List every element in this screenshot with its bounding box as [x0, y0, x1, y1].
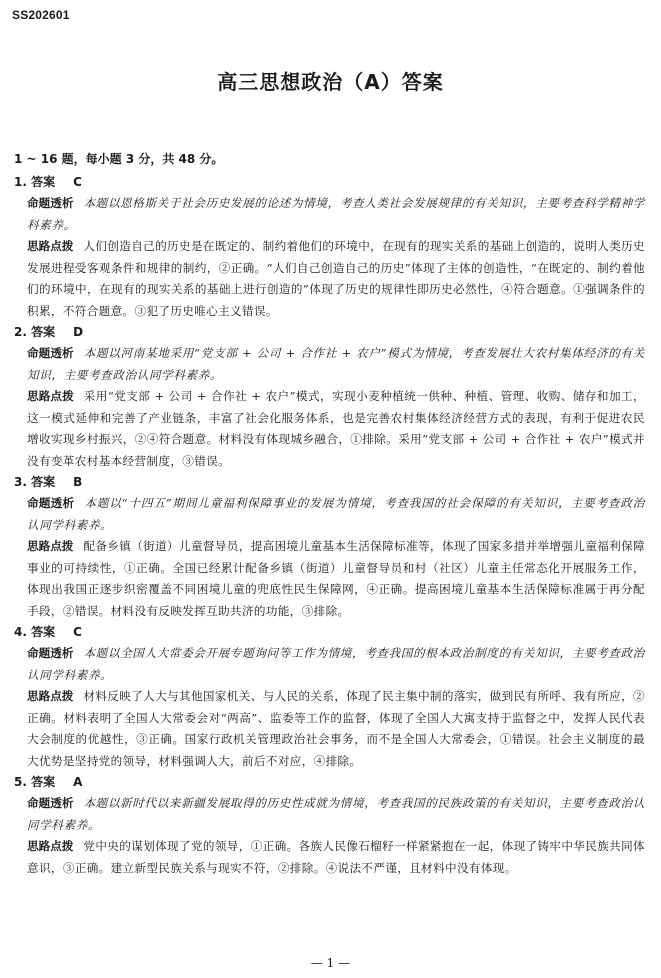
question-item [14, 772, 645, 879]
analysis-label: 命题透析 [27, 496, 75, 510]
question-number: 1. 答案 [14, 175, 56, 189]
hint-text: 人们创造自己的历史是在既定的、制约着他们的环境中，在现有的现实关系的基础上创造的，说明人类历史发展进程受客观条件和规律的制约，②正确。“人们自己创造自己的历史”体现了主体的创造性，“在既定的、制约着他们的环境中，在现有的现实关系的基础上进行创造的”体现了历史的规律性即历史必然性，④符合题意。①强调条件的积累，不符合题意。③犯了历史唯心主义错误。 [27, 239, 645, 318]
question-number: 3. 答案 [14, 475, 56, 489]
answer-letter: D [73, 325, 84, 339]
question-answer-line [14, 172, 645, 193]
question-item [14, 172, 645, 322]
hint-paragraph [14, 536, 645, 622]
analysis-paragraph [14, 643, 645, 686]
analysis-text: 本题以“十四五”期间儿童福利保障事业的发展为情境，考查我国的社会保障的有关知识，主要考查政治认同学科素养。 [27, 496, 645, 532]
answer-content [14, 150, 645, 879]
question-number: 5. 答案 [14, 775, 56, 789]
analysis-label: 命题透析 [27, 646, 74, 660]
question-item [14, 622, 645, 772]
answer-letter: C [73, 625, 82, 639]
question-answer-line [14, 622, 645, 643]
page-number: — 1 — [310, 956, 351, 970]
answer-letter: B [73, 475, 83, 489]
hint-label: 思路点拨 [27, 539, 74, 553]
section-intro: 1 ~ 16 题，每小题 3 分，共 48 分。 [14, 152, 224, 166]
analysis-text: 本题以恩格斯关于社会历史发展的论述为情境，考查人类社会发展规律的有关知识，主要考查科学精神学科素养。 [27, 196, 645, 232]
analysis-paragraph [14, 793, 645, 836]
hint-label: 思路点拨 [27, 239, 74, 253]
analysis-text: 本题以全国人大常委会开展专题询问等工作为情境，考查我国的根本政治制度的有关知识，主要考查政治认同学科素养。 [27, 646, 645, 682]
analysis-text: 本题以新时代以来新疆发展取得的历史性成就为情境，考查我国的民族政策的有关知识，主要考查政治认同学科素养。 [27, 796, 645, 832]
question-list [14, 172, 645, 879]
analysis-paragraph [14, 493, 645, 536]
hint-paragraph [14, 236, 645, 322]
question-item [14, 322, 645, 472]
hint-text: 材料反映了人大与其他国家机关、与人民的关系，体现了民主集中制的落实，做到民有所呼、我有所应，②正确。材料表明了全国人大常委会对“两高”、监委等工作的监督，体现了全国人大寓支持于监督之中，发挥人民代表大会制度的优越性，③正确。国家行政机关管理政治社会事务，而不是全国人大常委会，①错误。社会主义制度的最大优势是坚持党的领导，材料强调人大，前后不对应，④排除。 [27, 689, 645, 768]
hint-paragraph [14, 686, 645, 772]
analysis-text: 本题以河南某地采用“党支部 + 公司 + 合作社 + 农户”模式为情境，考查发展壮大农村集体经济的有关知识，主要考查政治认同学科素养。 [27, 346, 645, 382]
answer-letter: A [73, 775, 83, 789]
hint-label: 思路点拨 [27, 689, 74, 703]
answer-letter: C [73, 175, 82, 189]
question-number: 2. 答案 [14, 325, 56, 339]
question-answer-line [14, 772, 645, 793]
analysis-paragraph [14, 193, 645, 236]
hint-paragraph [14, 836, 645, 879]
analysis-label: 命题透析 [27, 196, 74, 210]
question-answer-line [14, 472, 645, 493]
analysis-paragraph [14, 343, 645, 386]
question-item [14, 472, 645, 622]
hint-text: 采用“党支部 + 公司 + 合作社 + 农户”模式，实现小麦种植统一供种、种植、管理、收购、储存和加工，这一模式延伸和完善了产业链条，丰富了社会化服务体系，也是完善农村集体经济经营方式的表现，有利于促进农民增收实现乡村振兴，②④符合题意。材料没有体现城乡融合，①排除。采用“党支部 + 公司 + 合作社 + 农户”模式并没有变革农村基本经营制度，③错误。 [27, 389, 645, 468]
hint-paragraph [14, 386, 645, 472]
hint-label: 思路点拨 [27, 839, 74, 853]
hint-text: 配备乡镇（街道）儿童督导员，提高困境儿童基本生活保障标准等，体现了国家多措并举增强儿童福利保障事业的可持续性，①正确。全国已经累计配备乡镇（街道）儿童督导员和村（社区）儿童主任常态化开展服务工作，体现出我国正逐步织密覆盖不同困境儿童的兜底性民生保障网，④正确。提高困境儿童基本生活保障标准属于再分配手段，②错误。材料没有反映发挥互助共济的功能，③排除。 [27, 539, 645, 618]
analysis-label: 命题透析 [27, 346, 74, 360]
analysis-label: 命题透析 [27, 796, 74, 810]
document-code: SS202601 [12, 8, 70, 22]
hint-label: 思路点拨 [27, 389, 74, 403]
question-number: 4. 答案 [14, 625, 56, 639]
hint-text: 党中央的谋划体现了党的领导，①正确。各族人民像石榴籽一样紧紧抱在一起，体现了铸牢中华民族共同体意识，③正确。建立新型民族关系与现实不符，②排除。④说法不严谨，且材料中没有体现。 [27, 839, 645, 875]
question-answer-line [14, 322, 645, 343]
page-title: 高三思想政治（A）答案 [217, 70, 444, 94]
